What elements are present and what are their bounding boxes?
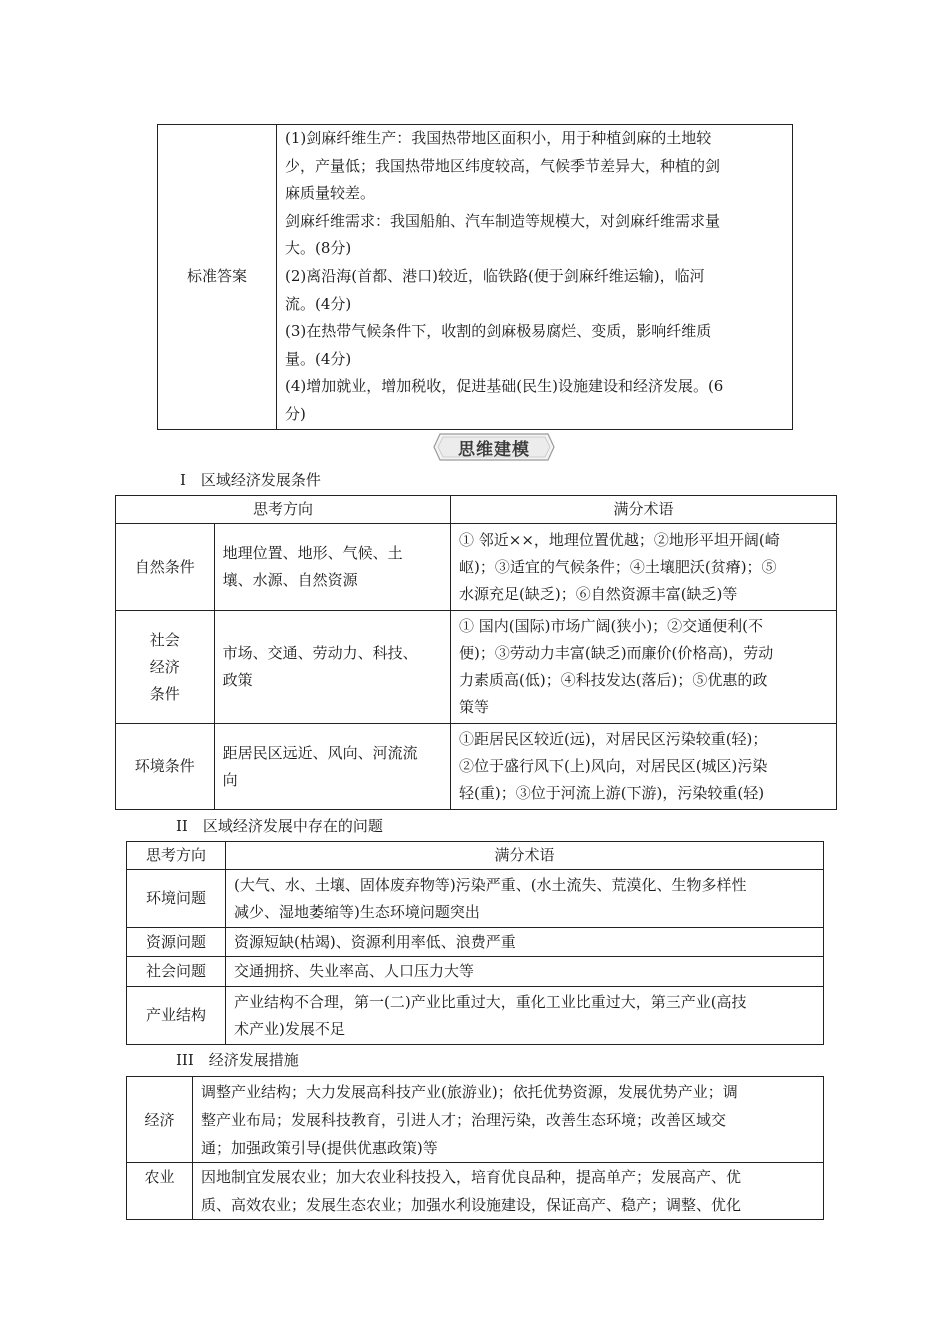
header-terms: 满分术语: [451, 496, 837, 524]
answer-line: 量。(4分): [285, 349, 352, 368]
answer-line: (1)剑麻纤维生产：我国热带地区面积小，用于种植剑麻的土地较: [285, 129, 712, 147]
section-badge: [432, 432, 556, 462]
answer-line: (4)增加就业，增加税收，促进基础(民生)设施建设和经济发展。(6: [285, 377, 724, 396]
row-category: 经济: [127, 1077, 193, 1163]
row-category: 资源问题: [127, 928, 226, 957]
answer-line: 大。(8分): [285, 239, 352, 258]
table-row: [116, 724, 837, 810]
problems-table: [126, 841, 824, 1045]
row-category: 产业结构: [127, 987, 226, 1045]
table-row: [127, 870, 824, 928]
header-direction: 思考方向: [127, 842, 226, 870]
table-row: [127, 928, 824, 957]
section2-title: II 区域经济发展中存在的问题: [176, 817, 383, 835]
section3-title: III 经济发展措施: [176, 1051, 299, 1069]
conditions-table: [115, 495, 837, 810]
row-terms: ① 邻近××，地理位置优越；②地形平坦开阔(崎 岖)；③适宜的气候条件；④土壤肥沃(贫瘠)；⑤ 水源充足(缺乏)；⑥自然资源丰富(缺乏)等: [451, 524, 837, 611]
table-row: [127, 987, 824, 1045]
answer-line: 剑麻纤维需求：我国船舶、汽车制造等规模大，对剑麻纤维需求量: [285, 211, 721, 230]
row-terms: 资源短缺(枯竭)、资源利用率低、浪费严重: [226, 928, 824, 957]
row-terms: 产业结构不合理，第一(二)产业比重过大，重化工业比重过大，第三产业(高技 术产业)发展不足: [226, 987, 824, 1045]
table-row: [116, 611, 837, 724]
answer-line: (2)离沿海(首都、港口)较近，临铁路(便于剑麻纤维运输)，临河: [285, 266, 705, 285]
row-category: 社会问题: [127, 957, 226, 987]
row-category: 农业: [127, 1163, 193, 1220]
row-category: 自然条件: [116, 524, 215, 611]
row-terms: ① 国内(国际)市场广阔(狭小)；②交通便利(不 便)；③劳动力丰富(缺乏)而廉价(价格高)，劳动 力素质高(低)；④科技发达(落后)；⑤优惠的政 策等: [451, 611, 837, 724]
row-terms: ①距居民区较近(远)，对居民区污染较重(轻)； ②位于盛行风下(上)风向，对居民区(城区)污染 轻(重)；③位于河流上游(下游)，污染较重(轻): [451, 724, 837, 810]
row-terms: (大气、水、土壤、固体废弃物等)污染严重、(水土流失、荒漠化、生物多样性 减少、湿地萎缩等)生态环境问题突出: [226, 870, 824, 928]
row-factors: 地理位置、地形、气候、土 壤、水源、自然资源: [214, 524, 450, 611]
header-terms: 满分术语: [226, 842, 824, 870]
badge-label: 思维建模: [458, 440, 530, 460]
table-row: [116, 524, 837, 611]
section1-title: I 区域经济发展条件: [180, 471, 321, 489]
answer-body: [277, 125, 793, 430]
answer-line: 少，产量低；我国热带地区纬度较高，气候季节差异大，种植的剑: [285, 156, 721, 175]
table-row: [127, 957, 824, 987]
row-terms: 因地制宜发展农业；加大农业科技投入，培育优良品种，提高单产；发展高产、优 质、高效农业；发展生态农业；加强水利设施建设，保证高产、稳产；调整、优化: [193, 1163, 824, 1220]
row-category: 环境问题: [127, 870, 226, 928]
answer-line: (3)在热带气候条件下，收割的剑麻极易腐烂、变质，影响纤维质: [285, 322, 712, 341]
answer-label: 标准答案: [158, 125, 277, 430]
table-row: [127, 1077, 824, 1163]
row-factors: 距居民区远近、风向、河流流 向: [214, 724, 450, 810]
measures-table: [126, 1076, 824, 1220]
answer-line: 分): [285, 404, 306, 423]
header-direction: 思考方向: [116, 496, 451, 524]
answer-line: 流。(4分): [285, 294, 352, 313]
row-factors: 市场、交通、劳动力、科技、 政策: [214, 611, 450, 724]
row-terms: 调整产业结构；大力发展高科技产业(旅游业)；依托优势资源，发展优势产业；调 整产业布局；发展科技教育，引进人才；治理污染，改善生态环境；改善区域交 通；加强政策引导(提供优惠政策)等: [193, 1077, 824, 1163]
row-category: 社会 经济 条件: [116, 611, 215, 724]
answer-table: [157, 124, 793, 430]
row-category: 环境条件: [116, 724, 215, 810]
table-row: [127, 1163, 824, 1220]
answer-line: 麻质量较差。: [285, 184, 376, 203]
row-terms: 交通拥挤、失业率高、人口压力大等: [226, 957, 824, 987]
